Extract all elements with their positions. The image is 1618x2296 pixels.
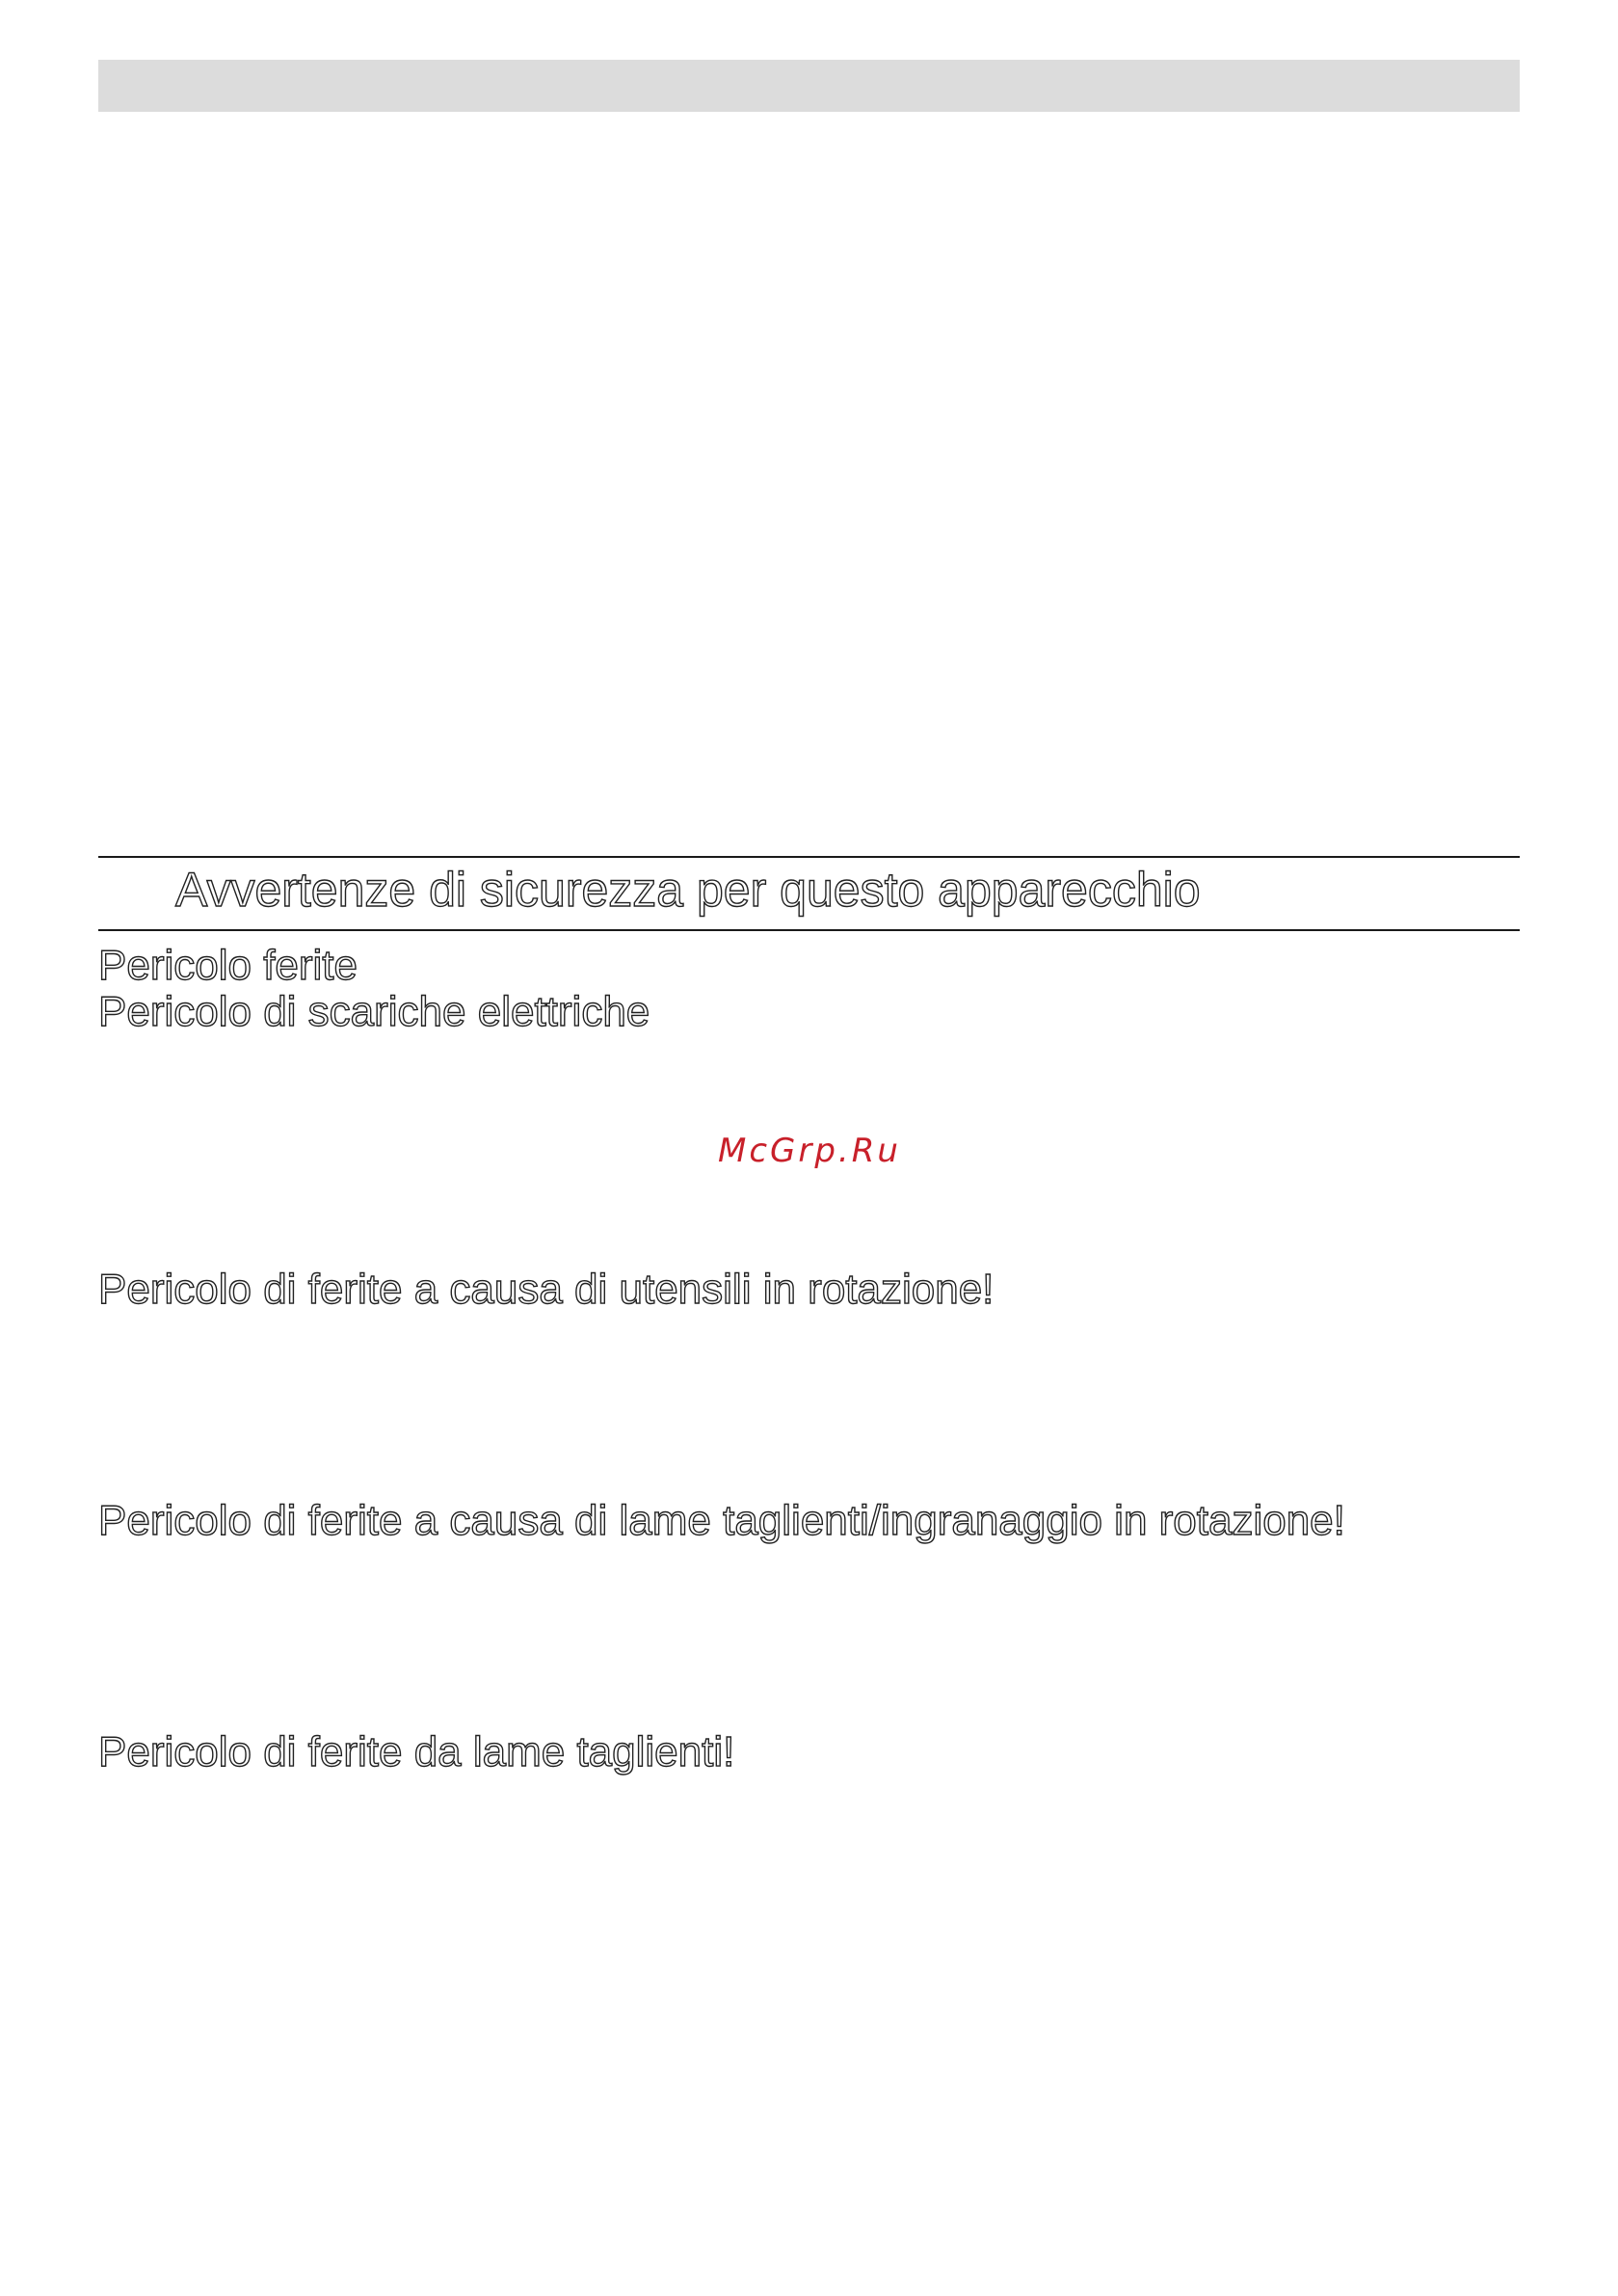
watermark-text: McGrp.Ru [718, 1132, 901, 1170]
section-rule-bottom [98, 929, 1520, 931]
hazard-heading-injury: Pericolo ferite [98, 942, 358, 989]
warning-sharp-blades: Pericolo di ferite da lame taglienti! [98, 1728, 735, 1775]
section-rule-top [98, 856, 1520, 858]
hazard-heading-electric-shock: Pericolo di scariche elettriche [98, 988, 650, 1035]
section-title: Avvertenze di sicurezza per questo apparecchio [175, 863, 1201, 917]
header-bar [98, 60, 1520, 112]
warning-blades-gears: Pericolo di ferite a causa di lame taglienti/ingranaggio in rotazione! [98, 1497, 1345, 1544]
warning-rotating-tools: Pericolo di ferite a causa di utensili in rotazione! [98, 1266, 995, 1313]
